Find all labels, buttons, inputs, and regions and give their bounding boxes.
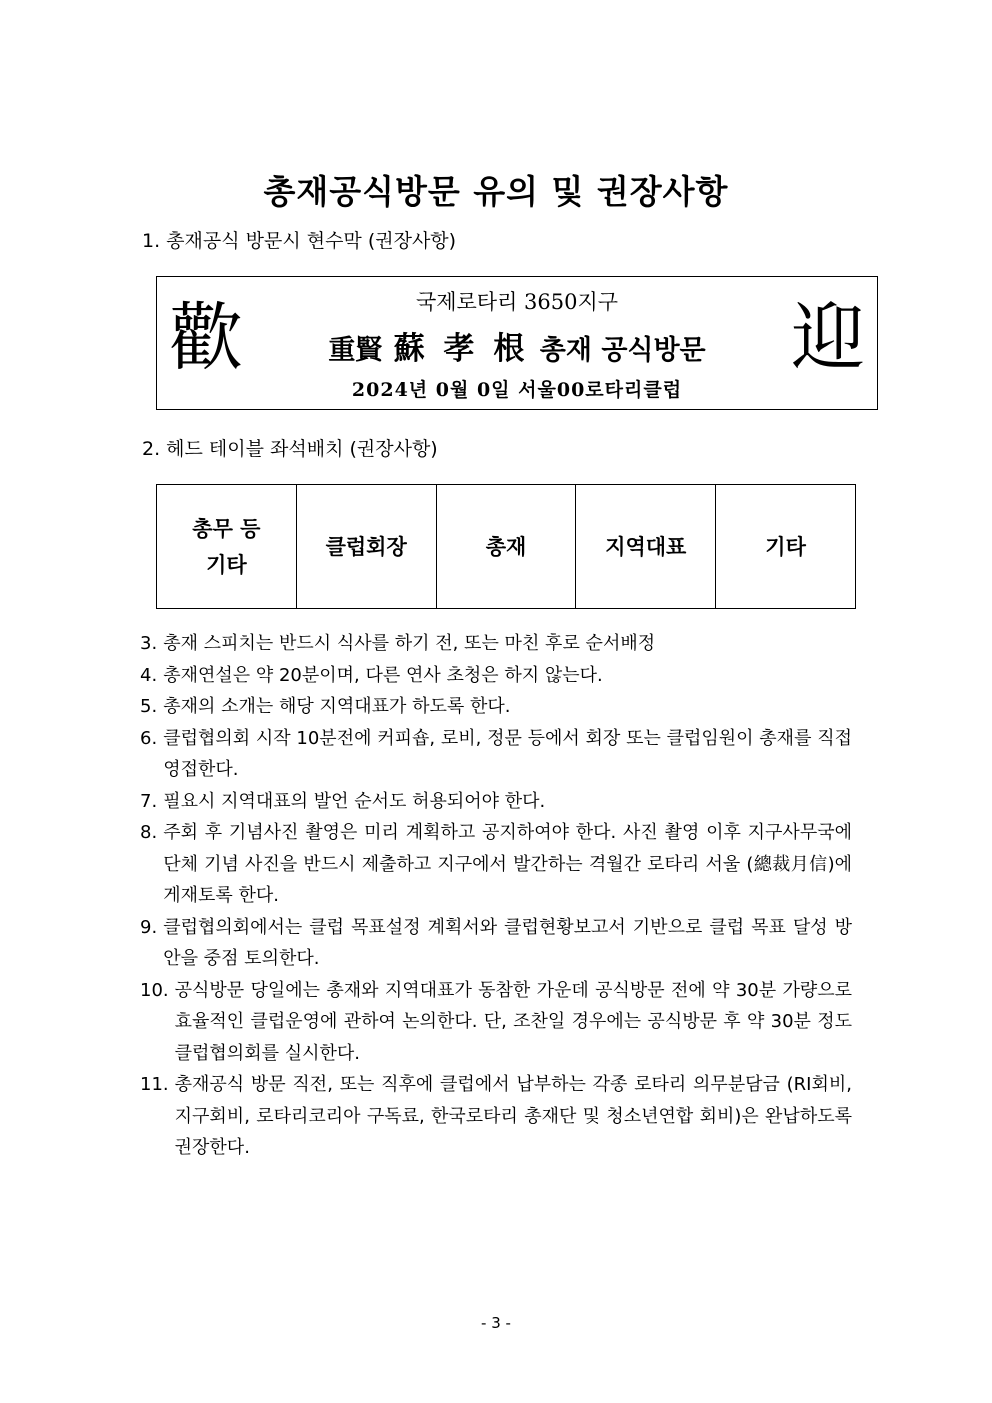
seat-cell: 클럽회장 — [296, 485, 436, 609]
list-item: 7. 필요시 지역대표의 발언 순서도 허용되어야 한다. — [140, 790, 546, 812]
list-item: 3. 총재 스피치는 반드시 식사를 하기 전, 또는 마친 후로 순서배정 — [140, 633, 656, 654]
seat-cell: 총재 — [436, 485, 576, 609]
banner-right-char: 迎 — [791, 295, 865, 381]
page-title: 총재공식방문 유의 및 권장사항 — [263, 172, 729, 211]
list-item: 9. 클럽협의회에서는 클럽 목표설정 계획서와 클럽현황보고서 기반으로 클럽 목표 달성 방안을 중점 토의한다. — [140, 916, 852, 969]
seat-cell: 기타 — [716, 485, 856, 609]
section-2-heading: 2. 헤드 테이블 좌석배치 (권장사항) — [142, 438, 438, 460]
section-1-heading: 1. 총재공식 방문시 현수막 (권장사항) — [142, 230, 457, 252]
banner-honorific: 重賢 — [328, 335, 383, 366]
guideline-list — [140, 628, 852, 1164]
page-number: - 3 - — [481, 1314, 511, 1332]
list-item: 10. 공식방문 당일에는 총재와 지역대표가 동참한 가운데 공식방문 전에 약 30분 가량으로 효율적인 클럽운영에 관하여 논의한다. 단, 조찬일 경우에는 공식방문 후 약 30분 정도 클럽협의회를 실시한다. — [140, 979, 852, 1064]
list-item: 6. 클럽협의회 시작 10분전에 커피숍, 로비, 정문 등에서 회장 또는 클럽임원이 총재를 직접 영접한다. — [140, 727, 852, 780]
banner-district: 국제로타리 3650지구 — [415, 290, 619, 314]
banner-date-club: 2024년 0월 0일 서울00로타리클럽 — [351, 379, 683, 401]
list-item: 11. 총재공식 방문 직전, 또는 직후에 클럽에서 납부하는 각종 로타리 의무분담금 (RI회비, 지구회비, 로타리코리아 구독료, 한국로타리 총재단 및 청소년연합 회비)은 완납하도록 권장한다. — [140, 1074, 852, 1158]
list-item: 4. 총재연설은 약 20분이며, 다른 연사 초청은 하지 않는다. — [140, 664, 603, 686]
seat-cell: 총무 등 기타 — [157, 485, 297, 609]
banner-visit-text: 총재 공식방문 — [539, 335, 706, 366]
list-item: 8. 주회 후 기념사진 촬영은 미리 계획하고 공지하여야 한다. 사진 촬영 이후 지구사무국에 단체 기념 사진을 반드시 제출하고 지구에서 발간하는 격월간 로타리 서울 (總裁月信)에 게재토록 한다. — [140, 822, 852, 906]
seat-cell: 지역대표 — [576, 485, 716, 609]
welcome-banner — [156, 276, 878, 410]
banner-left-char: 歡 — [169, 295, 243, 381]
list-item: 5. 총재의 소개는 해당 지역대표가 하도록 한다. — [140, 696, 511, 717]
banner-governor-name: 蘇 孝 根 — [393, 331, 529, 367]
head-table-seating — [156, 484, 856, 609]
banner-main-line — [157, 323, 877, 368]
